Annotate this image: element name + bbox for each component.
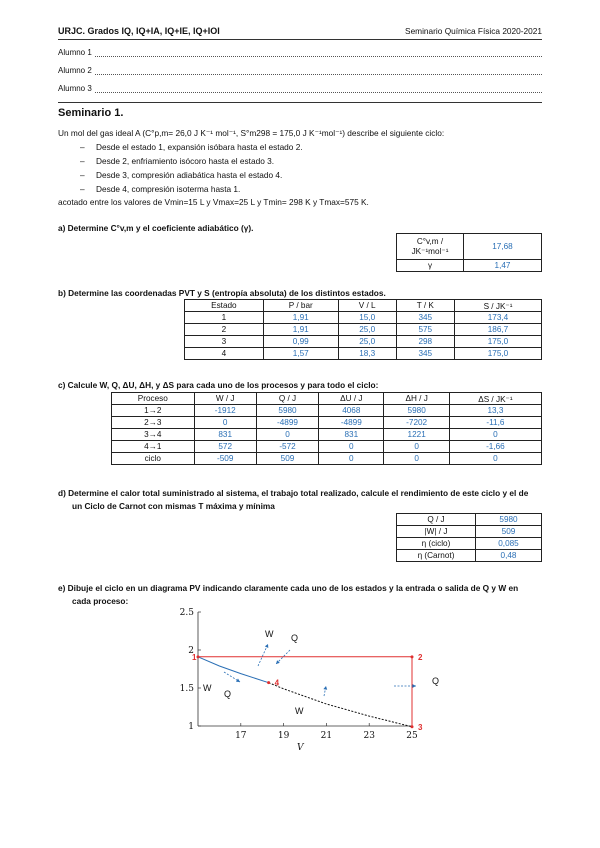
cell: 0	[319, 441, 384, 453]
cell: 5980	[384, 405, 449, 417]
question-c: c) Calcule W, Q, ΔU, ΔH, y ΔS para cada uno de los procesos y para todo el ciclo:	[58, 380, 379, 390]
alumno-3-line[interactable]	[58, 92, 542, 93]
bounds-line: acotado entre los valores de Vmin=15 L y Vmax=25 L y Tmin= 298 K y Tmax=575 K.	[58, 197, 369, 207]
table-row	[112, 441, 542, 453]
cell: 1221	[384, 429, 449, 441]
question-e-line1: e) Dibuje el ciclo en un diagrama PV indicando claramente cada uno de los estados y la entrada o salida de Q y W en	[58, 583, 519, 593]
arrow-head	[265, 644, 269, 648]
cell: 5980	[256, 405, 318, 417]
cell: 0	[449, 429, 541, 441]
y-tick-label: 1	[188, 722, 194, 732]
cell: 13,3	[449, 405, 541, 417]
cell: -509	[194, 453, 256, 465]
cell-value: 0,085	[476, 538, 542, 550]
col-header: V / L	[338, 300, 396, 312]
table-header-row	[112, 393, 542, 405]
x-tick-label: 19	[277, 731, 290, 741]
col-header: ΔS / JK⁻¹	[449, 393, 541, 405]
cell: 575	[396, 324, 454, 336]
table-a	[396, 233, 542, 272]
table-row	[112, 429, 542, 441]
table-row	[112, 405, 542, 417]
cell: -4899	[256, 417, 318, 429]
flow-arrow	[258, 644, 268, 666]
x-axis-label: V	[297, 743, 304, 753]
series-line	[198, 657, 269, 683]
alumno-2-line[interactable]	[58, 74, 542, 75]
cell: -7202	[384, 417, 449, 429]
alumno-2-label: Alumno 2	[58, 66, 92, 75]
table-row	[185, 324, 542, 336]
cell-value: 5980	[476, 514, 542, 526]
col-header: Q / J	[256, 393, 318, 405]
step-item: – Desde 4, compresión isoterma hasta 1.	[80, 184, 241, 194]
y-tick-label: 1.5	[179, 684, 194, 694]
cell-label: |W| / J	[397, 526, 476, 538]
cell: 0	[319, 453, 384, 465]
seminar-header: Seminario Química Física 2020-2021	[405, 26, 542, 36]
alumno-1-label: Alumno 1	[58, 48, 92, 57]
section-rule	[58, 102, 542, 103]
cell: -1,66	[449, 441, 541, 453]
cell: 2→3	[112, 417, 195, 429]
cell: 173,4	[455, 312, 542, 324]
y-tick-label: 2.5	[179, 608, 194, 618]
cell: 572	[194, 441, 256, 453]
cell-value: 17,68	[464, 234, 542, 260]
step-item: – Desde 3, compresión adiabática hasta el estado 4.	[80, 170, 283, 180]
state-point	[267, 681, 270, 684]
cell: 1,91	[263, 312, 338, 324]
step-item: – Desde el estado 1, expansión isóbara hasta el estado 2.	[80, 142, 303, 152]
cell: 1→2	[112, 405, 195, 417]
x-tick-label: 23	[363, 731, 375, 741]
cell-label: η (Carnot)	[397, 550, 476, 562]
cell-label: C°v,m / JK⁻¹mol⁻¹	[397, 234, 464, 260]
x-tick-label: 25	[406, 731, 418, 741]
course-header: URJC. Grados IQ, IQ+IA, IQ+IE, IQ+IOI	[58, 26, 220, 36]
cell: 3→4	[112, 429, 195, 441]
cell: 25,0	[338, 336, 396, 348]
cell: -1912	[194, 405, 256, 417]
cell-label: η (ciclo)	[397, 538, 476, 550]
cell-value: 1,47	[464, 260, 542, 272]
state-label: 3	[418, 722, 423, 732]
table-row	[397, 234, 542, 260]
pv-diagram	[150, 604, 450, 754]
cell: 0	[256, 429, 318, 441]
cell: 1,91	[263, 324, 338, 336]
cell: 0	[194, 417, 256, 429]
question-d-line1: d) Determine el calor total suministrado al sistema, el trabajo total realizado, calcule el rendimiento de este ciclo y el de	[58, 488, 529, 498]
cell: 4→1	[112, 441, 195, 453]
x-tick-label: 21	[320, 731, 333, 741]
cell: 3	[185, 336, 264, 348]
intro-line: Un mol del gas ideal A (C°p,m= 26,0 J K⁻¹ mol⁻¹, S°m298 = 175,0 J K⁻¹mol⁻¹) describe el siguiente ciclo:	[58, 128, 445, 138]
state-point	[411, 725, 414, 728]
annotation-label: Q	[291, 633, 299, 643]
col-header: S / JK⁻¹	[455, 300, 542, 312]
cell: 18,3	[338, 348, 396, 360]
state-point	[411, 655, 414, 658]
cell: -11,6	[449, 417, 541, 429]
cell: 186,7	[455, 324, 542, 336]
question-d-line2: un Ciclo de Carnot con mismas T máxima y mínima	[72, 501, 275, 511]
col-header: Proceso	[112, 393, 195, 405]
cell: 831	[319, 429, 384, 441]
cell: 4	[185, 348, 264, 360]
col-header: ΔH / J	[384, 393, 449, 405]
cell-label: Q / J	[397, 514, 476, 526]
state-label: 4	[274, 678, 280, 688]
table-d	[396, 513, 542, 562]
annotation-label: Q	[432, 676, 440, 686]
series-line	[269, 683, 412, 727]
table-row	[397, 526, 542, 538]
question-e-line2: cada proceso:	[72, 596, 129, 606]
table-row	[397, 538, 542, 550]
y-tick-label: 2	[188, 646, 194, 656]
cell: 1,57	[263, 348, 338, 360]
table-row	[397, 514, 542, 526]
cell: 15,0	[338, 312, 396, 324]
cell: -572	[256, 441, 318, 453]
table-row	[397, 260, 542, 272]
col-header: Estado	[185, 300, 264, 312]
cell: 2	[185, 324, 264, 336]
col-header: P / bar	[263, 300, 338, 312]
cell-value: 0,48	[476, 550, 542, 562]
annotation-label: W	[203, 683, 212, 693]
cell: 831	[194, 429, 256, 441]
cell: 0,99	[263, 336, 338, 348]
cell: ciclo	[112, 453, 195, 465]
col-header: T / K	[396, 300, 454, 312]
cell: 345	[396, 348, 454, 360]
table-row	[185, 336, 542, 348]
cell: 25,0	[338, 324, 396, 336]
cell: 0	[384, 441, 449, 453]
cell: 0	[384, 453, 449, 465]
cell: 175,0	[455, 348, 542, 360]
cell: 345	[396, 312, 454, 324]
table-row	[112, 453, 542, 465]
state-label: 2	[418, 652, 423, 662]
header-rule	[58, 39, 542, 40]
cell: 4068	[319, 405, 384, 417]
cell-value: 509	[476, 526, 542, 538]
state-point	[197, 655, 200, 658]
alumno-3-label: Alumno 3	[58, 84, 92, 93]
question-b: b) Determine las coordenadas PVT y S (entropía absoluta) de los distintos estados.	[58, 288, 386, 298]
table-b	[184, 299, 542, 360]
alumno-1-line[interactable]	[58, 56, 542, 57]
cell: 1	[185, 312, 264, 324]
arrow-head	[413, 684, 417, 688]
cell: -4899	[319, 417, 384, 429]
table-c	[111, 392, 542, 465]
annotation-label: Q	[224, 689, 232, 699]
table-row	[185, 348, 542, 360]
page-title: Seminario 1.	[58, 107, 124, 119]
cell-label: γ	[397, 260, 464, 272]
cell: 298	[396, 336, 454, 348]
state-label: 1	[192, 652, 197, 662]
annotation-label: W	[295, 706, 304, 716]
question-a: a) Determine C°v,m y el coeficiente adiabático (γ).	[58, 223, 254, 233]
table-row	[112, 417, 542, 429]
table-row	[185, 312, 542, 324]
step-item: – Desde 2, enfriamiento isócoro hasta el estado 3.	[80, 156, 275, 166]
col-header: ΔU / J	[319, 393, 384, 405]
col-header: W / J	[194, 393, 256, 405]
x-tick-label: 17	[235, 731, 247, 741]
arrow-head	[323, 686, 327, 690]
annotation-label: W	[265, 629, 274, 639]
table-row	[397, 550, 542, 562]
table-header-row	[185, 300, 542, 312]
cell: 509	[256, 453, 318, 465]
cell: 0	[449, 453, 541, 465]
cell: 175,0	[455, 336, 542, 348]
